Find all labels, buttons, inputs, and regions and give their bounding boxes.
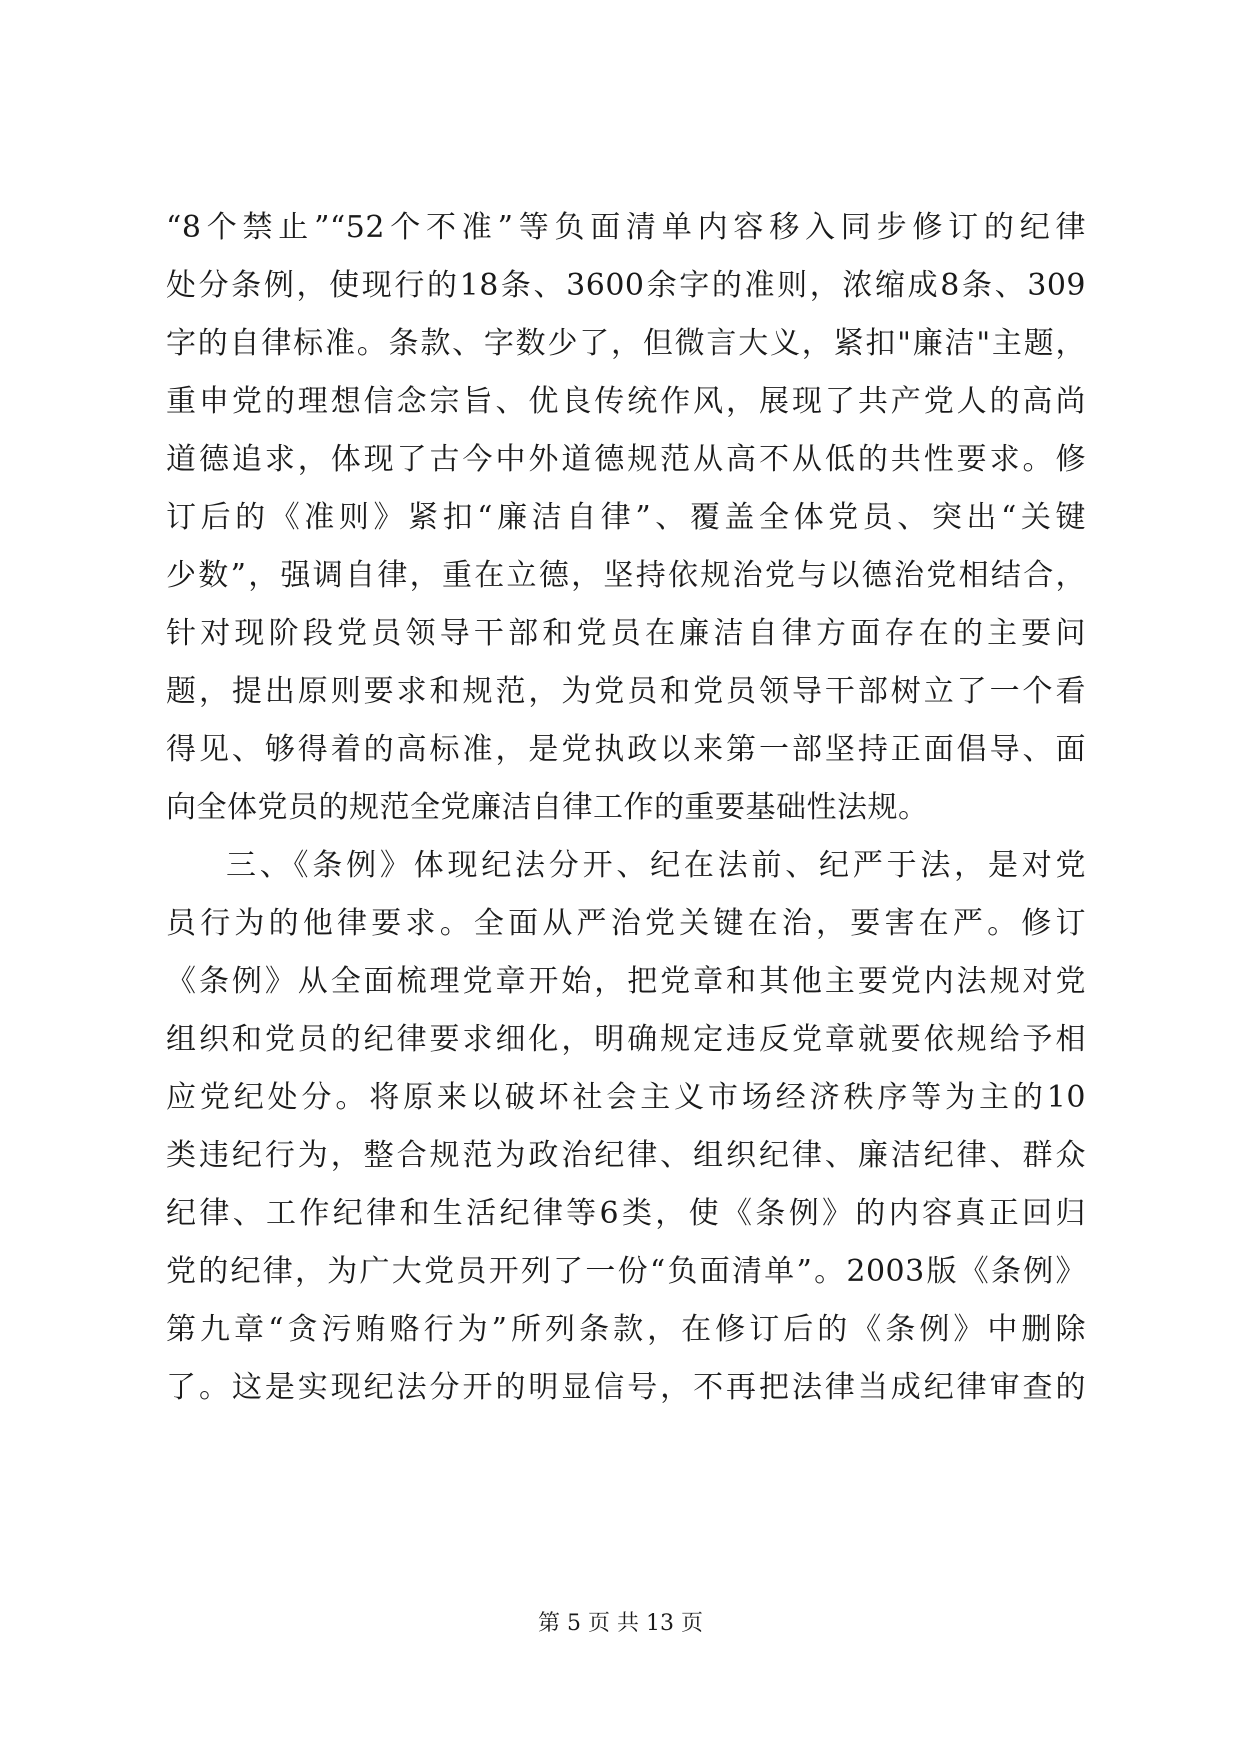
text-line-13: 员行为的他律要求。全面从严治党关键在治，要害在严。修订: [166, 906, 1086, 941]
text-line-15: 组织和党员的纪律要求细化，明确规定违反党章就要依规给予相: [166, 1022, 1086, 1057]
text-line-14: 《条例》从全面梳理党章开始，把党章和其他主要党内法规对党: [166, 964, 1086, 999]
text-line-6: 订后的《准则》紧扣“廉洁自律”、覆盖全体党员、突出“关键: [166, 500, 1086, 535]
text-line-17: 类违纪行为，整合规范为政治纪律、组织纪律、廉洁纪律、群众: [166, 1138, 1086, 1173]
text-line-19: 党的纪律，为广大党员开列了一份“负面清单”。2003版《条例》: [166, 1254, 1086, 1289]
text-line-11: 向全体党员的规范全党廉洁自律工作的重要基础性法规。: [166, 790, 929, 825]
text-line-18: 纪律、工作纪律和生活纪律等6类，使《条例》的内容真正回归: [166, 1196, 1086, 1231]
text-line-1: “8个禁止”“52个不准”等负面清单内容移入同步修订的纪律: [166, 210, 1086, 245]
text-line-3: 字的自律标准。条款、字数少了，但微言大义，紧扣"廉洁"主题，: [166, 326, 1086, 361]
text-line-12: 三、《条例》体现纪法分开、纪在法前、纪严于法，是对党: [226, 848, 1086, 883]
text-line-20: 第九章“贪污贿赂行为”所列条款，在修订后的《条例》中删除: [166, 1312, 1086, 1347]
text-line-4: 重申党的理想信念宗旨、优良传统作风，展现了共产党人的高尚: [166, 384, 1086, 419]
text-line-21: 了。这是实现纪法分开的明显信号，不再把法律当成纪律审查的: [166, 1370, 1086, 1405]
text-line-2: 处分条例，使现行的18条、3600余字的准则，浓缩成8条、309: [166, 268, 1086, 303]
text-line-5: 道德追求，体现了古今中外道德规范从高不从低的共性要求。修: [166, 442, 1086, 477]
text-line-8: 针对现阶段党员领导干部和党员在廉洁自律方面存在的主要问: [166, 616, 1086, 651]
page-number-footer: 第 5 页 共 13 页: [538, 1611, 703, 1636]
text-line-9: 题，提出原则要求和规范，为党员和党员领导干部树立了一个看: [166, 674, 1086, 709]
text-line-7: 少数”，强调自律，重在立德，坚持依规治党与以德治党相结合，: [166, 558, 1086, 593]
text-line-16: 应党纪处分。将原来以破坏社会主义市场经济秩序等为主的10: [166, 1080, 1086, 1115]
text-line-10: 得见、够得着的高标准，是党执政以来第一部坚持正面倡导、面: [166, 732, 1086, 767]
